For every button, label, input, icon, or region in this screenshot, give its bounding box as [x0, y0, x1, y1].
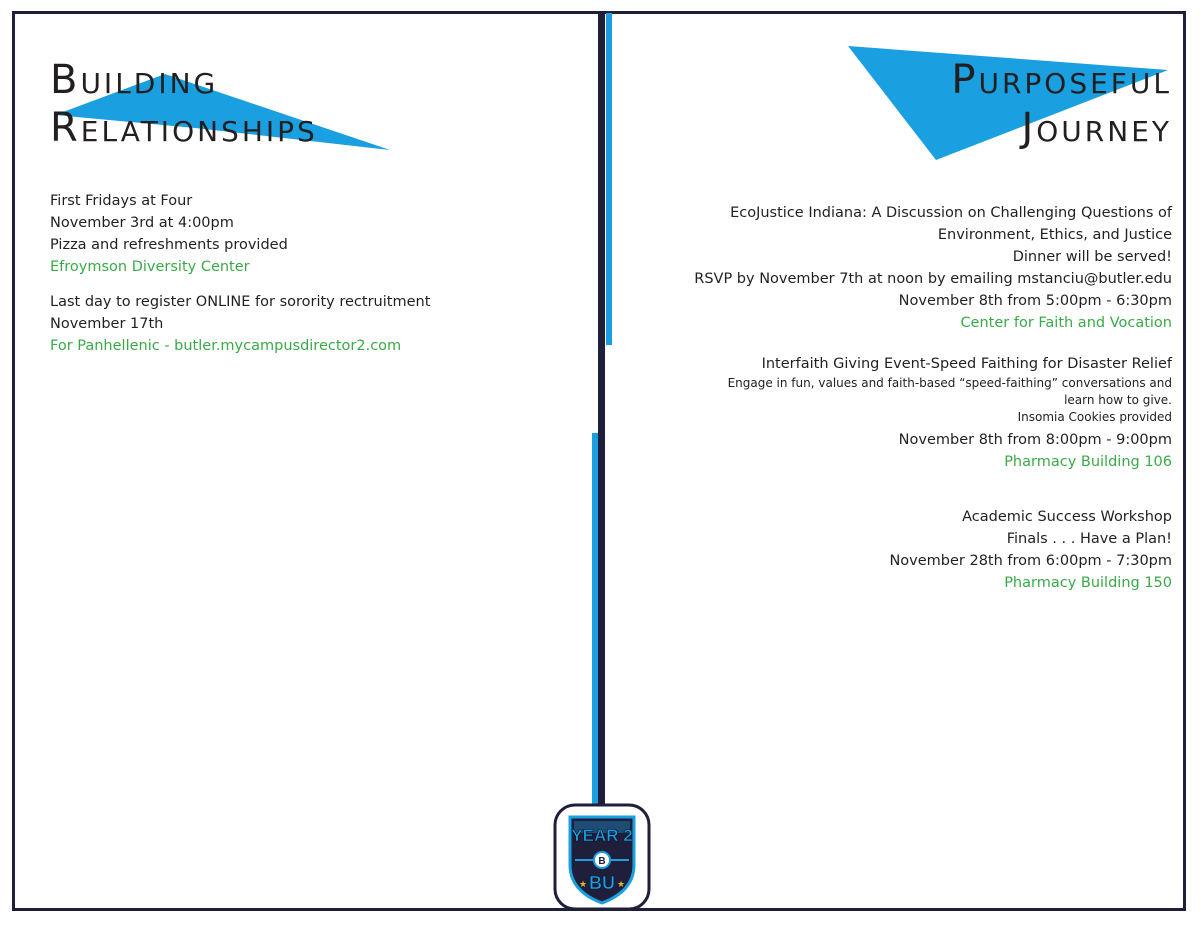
event-location: Pharmacy Building 106: [1004, 454, 1172, 470]
event-line: Finals . . . Have a Plan!: [1006, 531, 1172, 547]
right-event-interfaith-giving: [612, 353, 1172, 473]
event-location: Efroymson Diversity Center: [50, 259, 250, 275]
event-line: November 17th: [50, 316, 164, 332]
left-event-sorority-registration: [50, 291, 570, 357]
logo-top-text: YEAR 2: [571, 826, 633, 845]
event-location: For Panhellenic - butler.mycampusdirector2.com: [50, 338, 402, 354]
event-detail: Engage in fun, values and faith-based “speed-faithing” conversations and: [727, 376, 1172, 390]
right-title-line1: Purposeful: [951, 57, 1172, 103]
event-line: RSVP by November 7th at noon by emailing mstanciu@butler.edu: [694, 271, 1172, 287]
event-line: November 28th from 6:00pm - 7:30pm: [889, 553, 1172, 569]
left-title-line2: Relationships: [50, 105, 318, 151]
logo-bottom-text: BU: [589, 873, 615, 893]
event-heading: Interfaith Giving Event-Speed Faithing for Disaster Relief: [761, 356, 1172, 372]
event-line: November 3rd at 4:00pm: [50, 215, 234, 231]
left-title-line1: Building: [50, 57, 219, 103]
star-icon: ★: [616, 880, 626, 890]
event-line: Academic Success Workshop: [962, 509, 1172, 525]
event-line: Environment, Ethics, and Justice: [937, 227, 1172, 243]
left-section-title: [50, 56, 318, 152]
right-title-line2: Journey: [1021, 105, 1172, 151]
right-event-academic-success: [612, 506, 1172, 594]
divider-accent-bottom: [592, 433, 598, 807]
right-section-title: [951, 56, 1172, 152]
event-line: First Fridays at Four: [50, 193, 193, 209]
event-line: EcoJustice Indiana: A Discussion on Challenging Questions of: [730, 205, 1172, 221]
left-event-first-fridays: [50, 190, 570, 278]
event-date: November 8th from 8:00pm - 9:00pm: [898, 432, 1172, 448]
right-event-ecojustice: [612, 202, 1172, 334]
event-location: Pharmacy Building 150: [1004, 575, 1172, 591]
logo-center-mark: B: [598, 856, 606, 867]
event-line: Last day to register ONLINE for sorority rectruitment: [50, 294, 431, 310]
event-line: Pizza and refreshments provided: [50, 237, 288, 253]
year2-bu-logo: [553, 803, 651, 911]
event-location: Center for Faith and Vocation: [960, 315, 1172, 331]
event-line: Dinner will be served!: [1012, 249, 1172, 265]
star-icon: ★: [578, 880, 588, 890]
event-detail: learn how to give.: [1064, 393, 1172, 407]
center-divider: [598, 13, 605, 911]
event-detail: Insomia Cookies provided: [1017, 410, 1172, 424]
event-line: November 8th from 5:00pm - 6:30pm: [898, 293, 1172, 309]
